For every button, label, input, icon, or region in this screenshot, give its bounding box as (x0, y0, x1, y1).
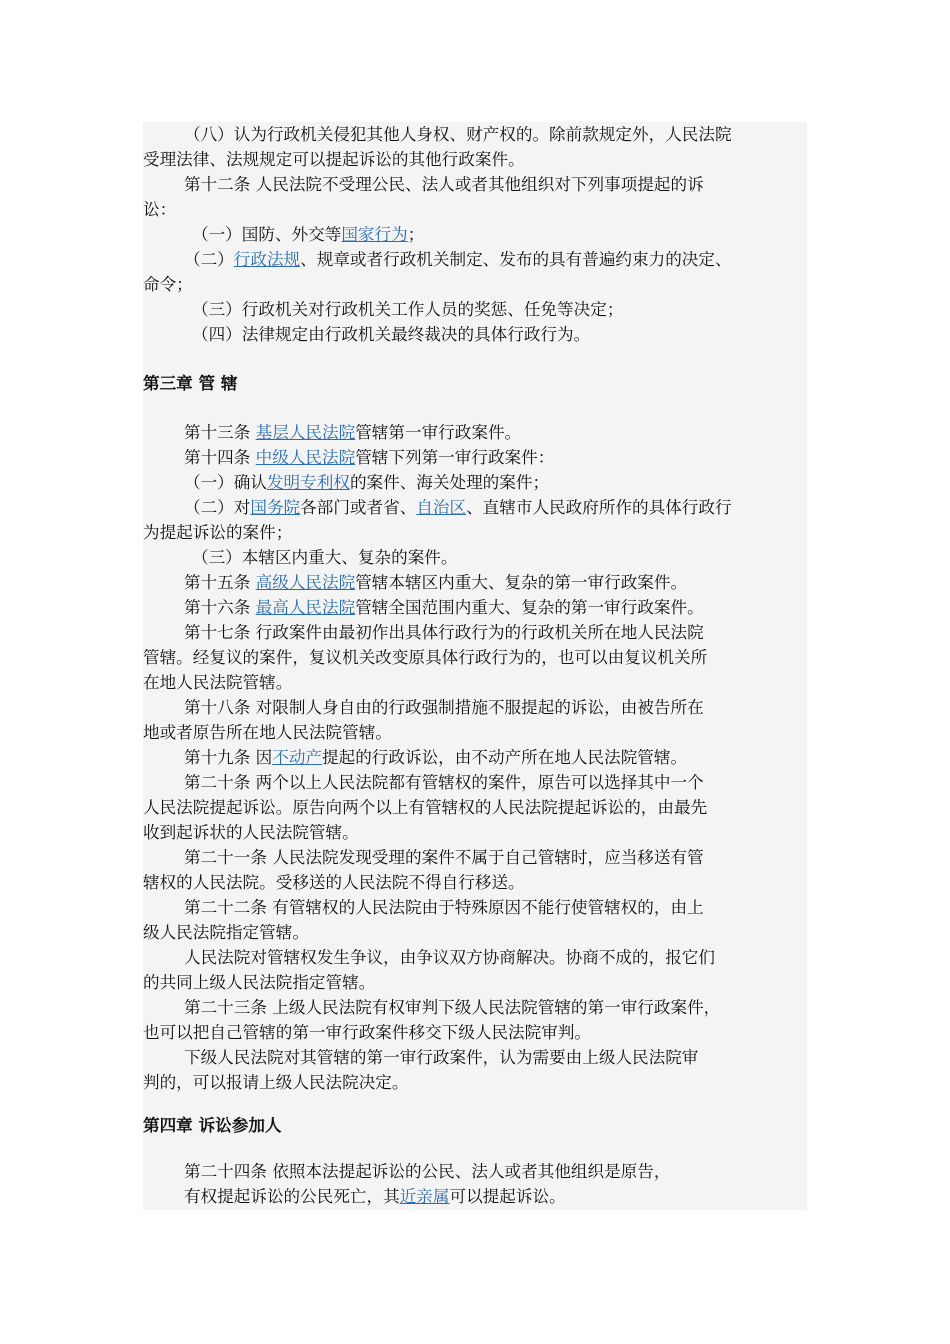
text: 下级人民法院对其管辖的第一审行政案件，认为需要由上级人民法院审 (184, 1048, 699, 1067)
text: （一）国防、外交等 (192, 225, 342, 244)
text: 命令； (143, 275, 193, 294)
paragraph-line (143, 1070, 409, 1095)
link-budongchan[interactable]: 不动产 (272, 748, 323, 767)
paragraph-line (184, 1159, 671, 1184)
paragraph-line (184, 620, 704, 645)
text: 管辖本辖区内重大、复杂的第一审行政案件。 (355, 573, 688, 592)
link-faming-zhuanliquan[interactable]: 发明专利权 (266, 473, 350, 492)
link-gaoji-fayuan[interactable]: 高级人民法院 (255, 573, 356, 592)
paragraph-line (184, 595, 704, 620)
paragraph-line (184, 420, 521, 445)
chapter-heading: 第三章 管 辖 (143, 374, 238, 393)
text: 第二十三条 上级人民法院有权审判下级人民法院管辖的第一审行政案件， (184, 998, 721, 1017)
paragraph-line (184, 495, 732, 520)
paragraph-line (184, 1184, 566, 1209)
link-guojia-xingwei[interactable]: 国家行为 (341, 225, 408, 244)
text: 、直辖市人民政府所作的具体行政行 (466, 498, 732, 517)
chapter-heading: 第四章 诉讼参加人 (143, 1116, 282, 1135)
paragraph-line (143, 520, 292, 545)
paragraph-line (184, 247, 732, 272)
text: 第十三条 (184, 423, 256, 442)
text: 的案件、海关处理的案件； (349, 473, 550, 492)
paragraph-line (143, 1020, 591, 1045)
text: 辖权的人民法院。受移送的人民法院不得自行移送。 (143, 873, 525, 892)
text: （四）法律规定由行政机关最终裁决的具体行政行为。 (192, 325, 591, 344)
text: （八）认为行政机关侵犯其他人身权、财产权的。除前款规定外，人民法院 (184, 125, 732, 144)
text: 在地人民法院管辖。 (143, 673, 293, 692)
text: 第十六条 (184, 598, 256, 617)
text: 第十九条 因 (184, 748, 273, 767)
link-zhongji-fayuan[interactable]: 中级人民法院 (255, 448, 356, 467)
paragraph-line (143, 720, 392, 745)
paragraph-line (192, 297, 623, 322)
text: （二） (184, 250, 234, 269)
text: 管辖。经复议的案件，复议机关改变原具体行政行为的，也可以由复议机关所 (143, 648, 708, 667)
text: （三）本辖区内重大、复杂的案件。 (192, 548, 458, 567)
paragraph-line (143, 197, 176, 222)
link-zizhiqu[interactable]: 自治区 (416, 498, 467, 517)
text: 收到起诉状的人民法院管辖。 (143, 823, 359, 842)
paragraph-line (143, 920, 309, 945)
paragraph-line (192, 222, 424, 247)
text: 人民法院对管辖权发生争议，由争议双方协商解决。协商不成的，报它们 (184, 948, 715, 967)
paragraph-line (143, 970, 375, 995)
text: 管辖第一审行政案件。 (355, 423, 522, 442)
paragraph-line (184, 845, 704, 870)
paragraph-line (143, 870, 525, 895)
text: 管辖下列第一审行政案件： (355, 448, 555, 467)
paragraph-line (184, 770, 704, 795)
paragraph-line (184, 1045, 698, 1070)
text: 第二十四条 依照本法提起诉讼的公民、法人或者其他组织是原告， (184, 1162, 671, 1181)
text: 判的，可以报请上级人民法院决定。 (143, 1073, 409, 1092)
text: （二）对 (184, 498, 251, 517)
paragraph-line (184, 570, 687, 595)
link-xingzheng-fagui[interactable]: 行政法规 (233, 250, 301, 269)
text: 、规章或者行政机关制定、发布的具有普遍约束力的决定、 (300, 250, 732, 269)
text: 第二十条 两个以上人民法院都有管辖权的案件，原告可以选择其中一个 (184, 773, 704, 792)
text: 各部门或者省、 (300, 498, 417, 517)
link-jinqinshu[interactable]: 近亲属 (399, 1187, 450, 1206)
text: ； (407, 225, 425, 244)
text: 的共同上级人民法院指定管辖。 (143, 973, 376, 992)
paragraph-line (184, 945, 715, 970)
text: 第十二条 人民法院不受理公民、法人或者其他组织对下列事项提起的诉 (184, 175, 704, 194)
paragraph-line (184, 122, 732, 147)
text: 级人民法院指定管辖。 (143, 923, 309, 942)
paragraph-line (143, 820, 359, 845)
text: 第十五条 (184, 573, 256, 592)
text: 第二十二条 有管辖权的人民法院由于特殊原因不能行使管辖权的，由上 (184, 898, 704, 917)
paragraph-line (184, 445, 554, 470)
text: 可以提起诉讼。 (449, 1187, 566, 1206)
text: 人民法院提起诉讼。原告向两个以上有管辖权的人民法院提起诉讼的，由最先 (143, 798, 708, 817)
paragraph-line (184, 895, 704, 920)
link-guowuyuan[interactable]: 国务院 (250, 498, 301, 517)
paragraph-line (143, 670, 292, 695)
text: 提起的行政诉讼，由不动产所在地人民法院管辖。 (322, 748, 688, 767)
text: 管辖全国范围内重大、复杂的第一审行政案件。 (355, 598, 704, 617)
paragraph-line (184, 745, 687, 770)
paragraph-line (192, 545, 458, 570)
text: （一）确认 (184, 473, 267, 492)
text: 为提起诉讼的案件； (143, 523, 293, 542)
paragraph-line (143, 272, 193, 297)
paragraph-line (184, 172, 704, 197)
text: 地或者原告所在地人民法院管辖。 (143, 723, 392, 742)
text: 也可以把自己管辖的第一审行政案件移交下级人民法院审判。 (143, 1023, 592, 1042)
paragraph-line (143, 795, 707, 820)
text: 第十四条 (184, 448, 256, 467)
paragraph-line (184, 695, 704, 720)
text: 第十八条 对限制人身自由的行政强制措施不服提起的诉讼，由被告所在 (184, 698, 704, 717)
text: 讼： (143, 200, 177, 219)
link-jiceng-fayuan[interactable]: 基层人民法院 (255, 423, 356, 442)
text: （三）行政机关对行政机关工作人员的奖惩、任免等决定； (192, 300, 624, 319)
paragraph-line (184, 995, 720, 1020)
text: 第十七条 行政案件由最初作出具体行政行为的行政机关所在地人民法院 (184, 623, 704, 642)
paragraph-line (143, 645, 707, 670)
text: 受理法律、法规规定可以提起诉讼的其他行政案件。 (143, 150, 525, 169)
paragraph-line (143, 147, 525, 172)
paragraph-line (184, 470, 549, 495)
paragraph-line (192, 322, 590, 347)
text: 第二十一条 人民法院发现受理的案件不属于自己管辖时，应当移送有管 (184, 848, 704, 867)
text: 有权提起诉讼的公民死亡，其 (184, 1187, 400, 1206)
link-zuigao-fayuan[interactable]: 最高人民法院 (255, 598, 356, 617)
